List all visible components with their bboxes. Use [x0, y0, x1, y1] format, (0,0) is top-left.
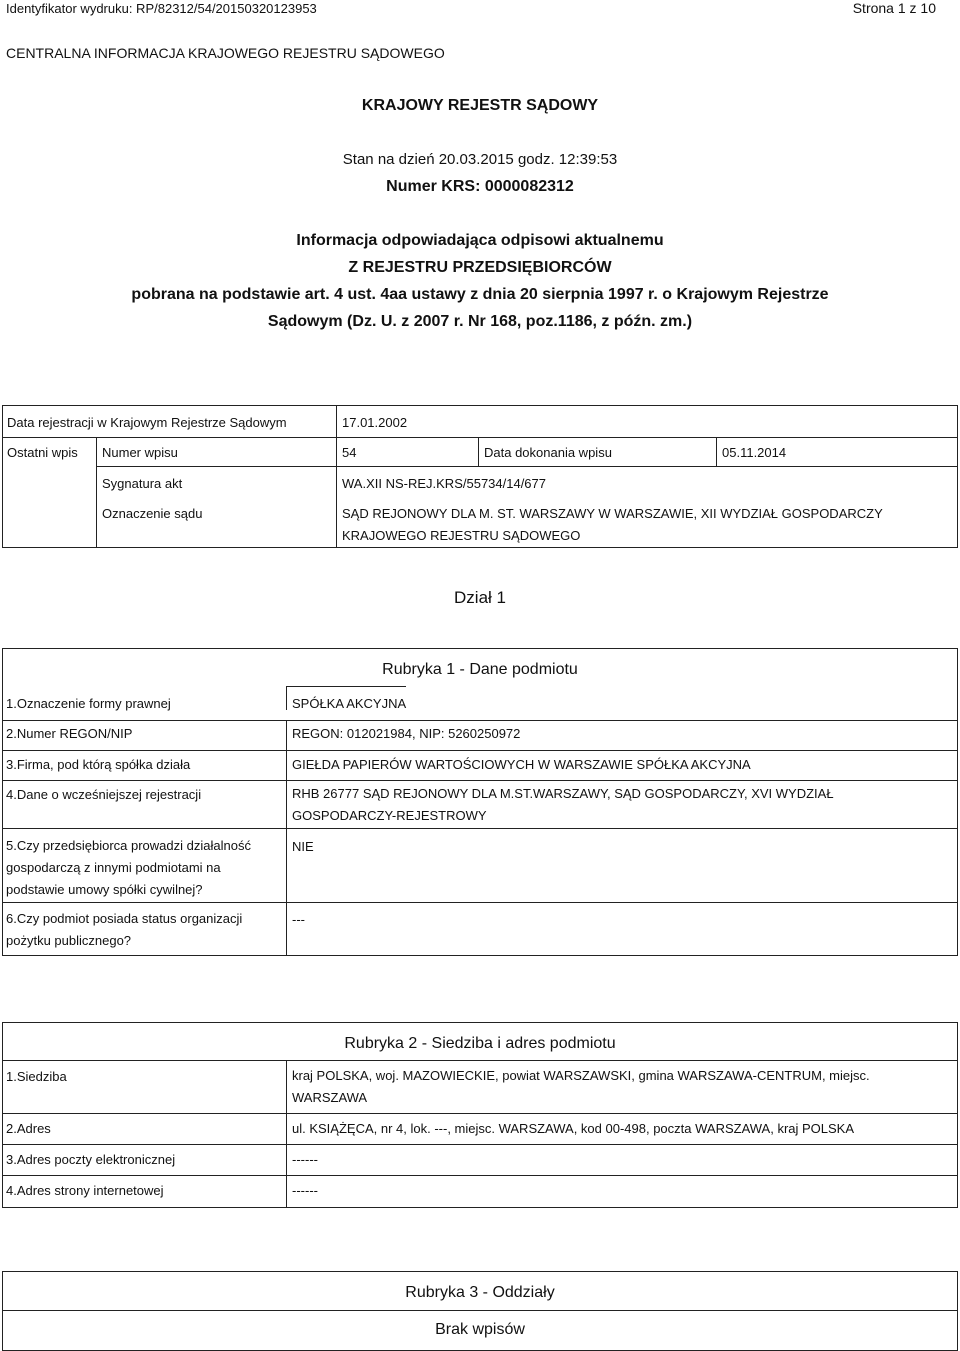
registration-date-value: 17.01.2002	[342, 415, 408, 430]
case-signature-label: Sygnatura akt	[102, 476, 183, 491]
entry-number-label: Numer wpisu	[102, 445, 178, 460]
krs-number: Numer KRS: 0000082312	[386, 178, 574, 195]
state-date: Stan na dzień 20.03.2015 godz. 12:39:53	[342, 151, 618, 168]
field-label-seat: 1.Siedziba	[6, 1069, 67, 1084]
field-value-company-name: GIEŁDA PAPIERÓW WARTOŚCIOWYCH W WARSZAWIE SPÓŁKA AKCYJNA	[292, 757, 751, 772]
registration-date-label: Data rejestracji w Krajowym Rejestrze Sądowym	[7, 415, 287, 430]
rubryka-3-box	[2, 1271, 958, 1351]
entry-date-label: Data dokonania wpisu	[484, 445, 612, 460]
rubryka-1-title: Rubryka 1 - Dane podmiotu	[382, 661, 578, 678]
section-title: Dział 1	[454, 588, 506, 607]
no-entries-text: Brak wpisów	[435, 1321, 525, 1338]
organization-name: CENTRALNA INFORMACJA KRAJOWEGO REJESTRU SĄDOWEGO	[6, 45, 445, 61]
field-value-address: ul. KSIĄŻĘCA, nr 4, lok. ---, miejsc. WARSZAWA, kod 00-498, poczta WARSZAWA, kraj POLSKA	[292, 1121, 855, 1136]
field-label-address: 2.Adres	[6, 1121, 51, 1136]
legal-basis-1: pobrana na podstawie art. 4 ust. 4aa ustawy z dnia 20 sierpnia 1997 r. o Krajowym Rejestrze	[131, 286, 829, 303]
field-label-company-name: 3.Firma, pod którą spółka działa	[6, 757, 191, 772]
entry-date-value: 05.11.2014	[722, 445, 787, 460]
field-label-previous-registration: 4.Dane o wcześniejszej rejestracji	[6, 787, 202, 802]
field-value-legal-form: SPÓŁKA AKCYJNA	[292, 696, 407, 711]
info-line-1: Informacja odpowiadająca odpisowi aktualnemu	[296, 232, 664, 249]
field-value-civil-partnership: NIE	[292, 839, 314, 854]
rubryka-2-title: Rubryka 2 - Siedziba i adres podmiotu	[344, 1035, 616, 1052]
rubryka-3-title: Rubryka 3 - Oddziały	[405, 1284, 555, 1301]
field-value-regon-nip: REGON: 012021984, NIP: 5260250972	[292, 726, 521, 741]
field-label-email: 3.Adres poczty elektronicznej	[6, 1152, 176, 1167]
case-signature-value: WA.XII NS-REJ.KRS/55734/14/677	[342, 476, 547, 491]
field-value-previous-registration: RHB 26777 SĄD REJONOWY DLA M.ST.WARSZAWY, SĄD GOSPODARCZY, XVI WYDZIAŁ GOSPODARCZY-REJESTROWY	[292, 786, 834, 823]
field-value-email: ------	[292, 1152, 318, 1167]
field-label-civil-partnership: 5.Czy przedsiębiorca prowadzi działalność gospodarczą z innymi podmiotami na podstawie umowy spółki cywilnej?	[6, 838, 251, 897]
field-label-public-benefit: 6.Czy podmiot posiada status organizacji pożytku publicznego?	[6, 911, 243, 948]
court-value-line-2: KRAJOWEGO REJESTRU SĄDOWEGO	[342, 528, 581, 543]
entry-number-value: 54	[342, 445, 357, 460]
court-value-line-1: SĄD REJONOWY DLA M. ST. WARSZAWY W WARSZAWIE, XII WYDZIAŁ GOSPODARCZY	[342, 506, 883, 521]
field-label-website: 4.Adres strony internetowej	[6, 1183, 164, 1198]
page-number: Strona 1 z 10	[852, 0, 936, 16]
print-identifier: Identyfikator wydruku: RP/82312/54/20150320123953	[6, 1, 317, 16]
field-value-seat: kraj POLSKA, woj. MAZOWIECKIE, powiat WARSZAWSKI, gmina WARSZAWA-CENTRUM, miejsc. WARSZAWA	[292, 1068, 870, 1105]
field-label-regon-nip: 2.Numer REGON/NIP	[6, 726, 133, 741]
last-entry-label: Ostatni wpis	[7, 445, 78, 460]
field-value-website: ------	[292, 1183, 318, 1198]
field-label-legal-form: 1.Oznaczenie formy prawnej	[6, 696, 171, 711]
info-line-2: Z REJESTRU PRZEDSIĘBIORCÓW	[348, 259, 612, 276]
register-title: KRAJOWY REJESTR SĄDOWY	[361, 97, 599, 114]
legal-basis-2: Sądowym (Dz. U. z 2007 r. Nr 168, poz.1186, z późn. zm.)	[267, 313, 693, 330]
field-value-public-benefit: ---	[292, 912, 305, 927]
court-label: Oznaczenie sądu	[102, 506, 203, 521]
